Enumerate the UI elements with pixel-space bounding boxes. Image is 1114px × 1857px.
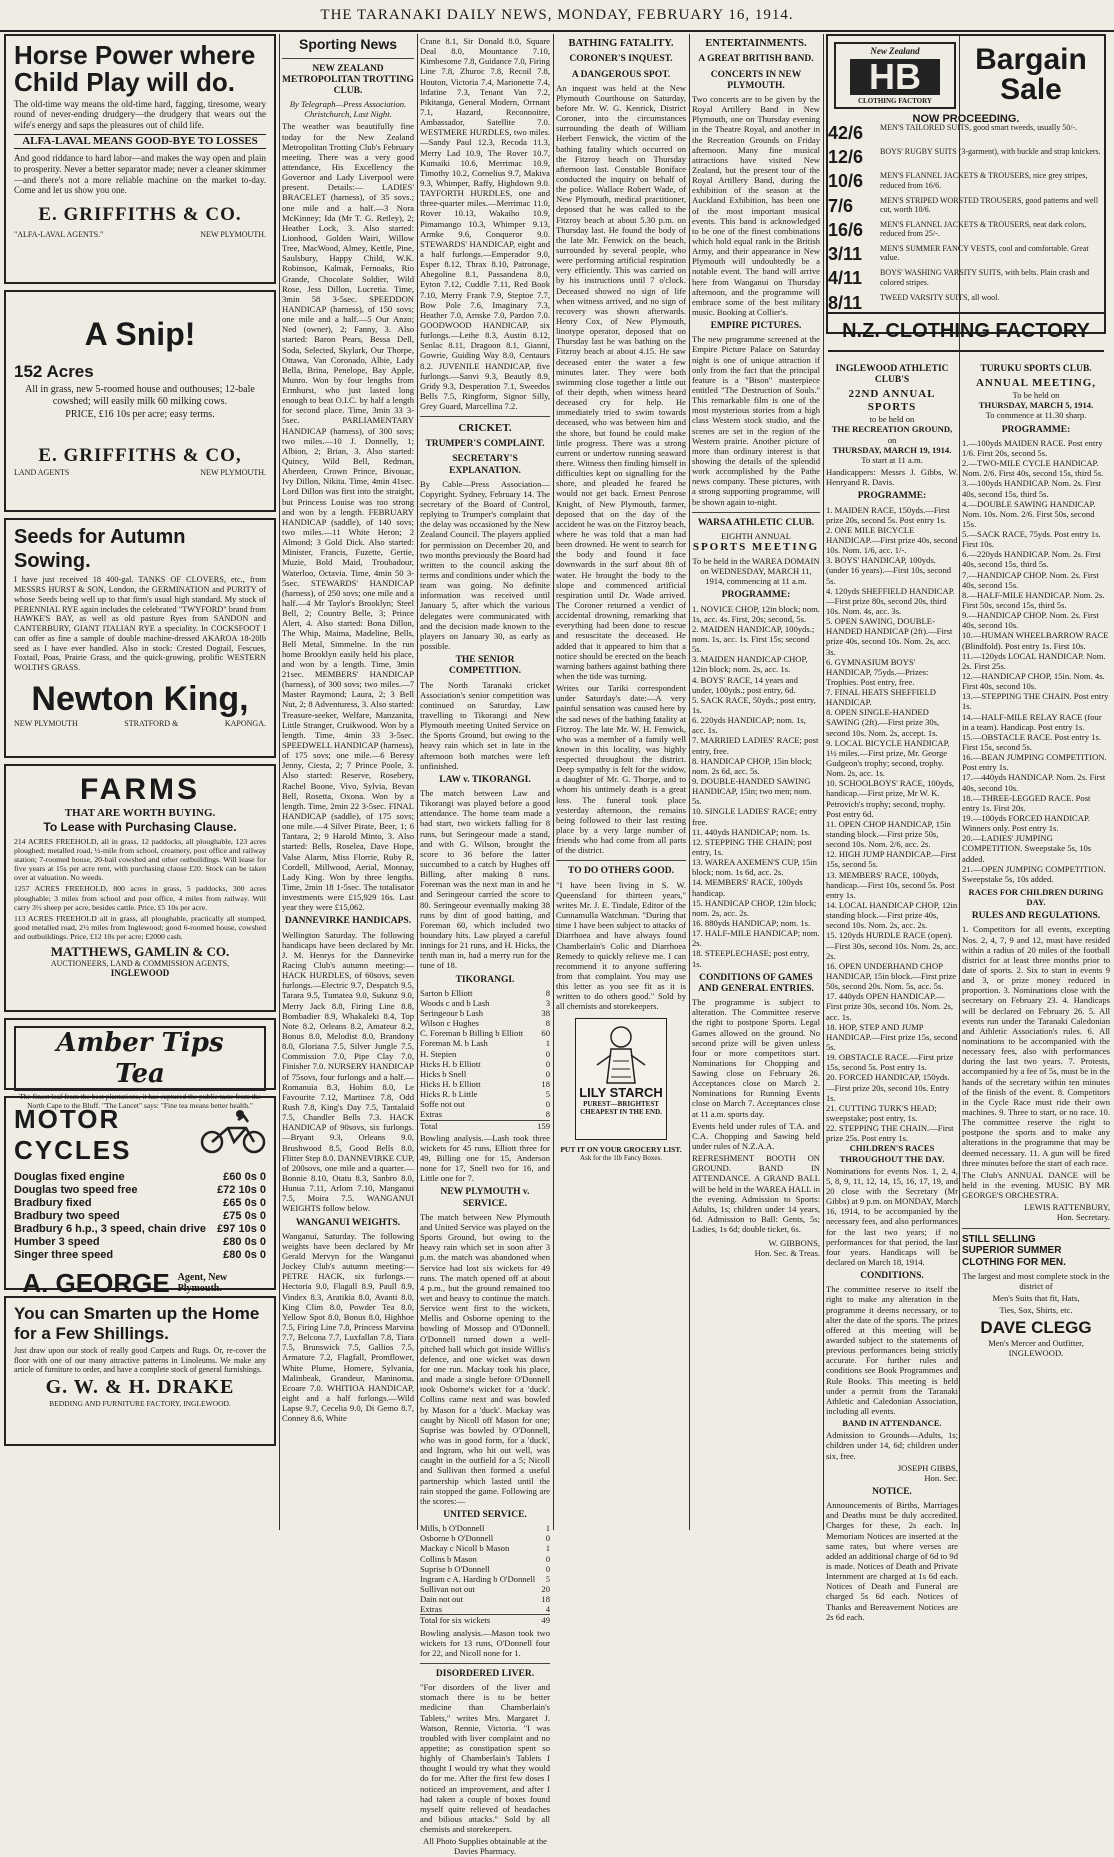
programme-item: 4. 120yds SHEFFIELD HANDICAP.—First prize 80s, second 20s, third 10s. Nom. 4s, acc. 3s. xyxy=(826,585,955,616)
ad-headline: SUPERIOR SUMMER xyxy=(962,1245,1062,1257)
sale-item: 42/6 MEN'S TAILORED SUITS, good smart tweeds, usually 50/-. xyxy=(828,123,1078,143)
score-row: Hicks H. b Elliott 0 xyxy=(420,1058,550,1069)
programme-item: 6.—220yds HANDICAP. Nom. 2s. First 40s, second 15s, third 5s. xyxy=(962,549,1101,570)
ad-agents: "ALFA-LAVAL AGENTS." xyxy=(14,230,104,240)
ad-body: Just draw upon our stock of really good Carpets and Rugs. Or, re-cover the floor with one of our many attractive patterns in Linoleums. We make any article of furniture to order, and have a complete stock of general furnishings. xyxy=(14,1346,266,1374)
score-row: Seringeour b Lash 38 xyxy=(420,1008,550,1019)
programme-item: 17.—440yds HANDICAP. Nom. 2s. First 40s, second 10s. xyxy=(962,772,1106,793)
programme-item: 13. MEMBERS' RACE, 100yds, handicap.—First 10s, second 5s. Post entry 1s. xyxy=(826,869,955,900)
event-title: INGLEWOOD ATHLETIC CLUB'S xyxy=(835,364,949,386)
sale-item: 16/6 MEN'S FLANNEL JACKETS & TROUSERS, neat dark colors, reduced from 25/-. xyxy=(828,219,1087,240)
programme-item: 1. NOVICE CHOP, 12in block; nom. 1s, acc. 4s. First, 20s; second, 5s. xyxy=(692,603,820,624)
event-info: To be held on xyxy=(1012,390,1060,401)
programme-item: 19. OBSTACLE RACE.—First prize 15s, second 5s. Post entry 1s. xyxy=(826,1052,954,1073)
programme-item: 6. GYMNASIUM BOYS' HANDICAP, 75yds.—Prizes: Trophies. Post entry, free. xyxy=(826,656,929,687)
score-row: Mills, b O'Donnell 1 xyxy=(420,1523,550,1534)
ad-town: STRATFORD & xyxy=(124,719,179,729)
rules-body: 1. Competitors for all events, excepting Nos. 2, 4, 7, 9 and 12, must have resided within a radius of 20 miles of the football district for at least three months prior to date of sports. 2. Six to start in events 9 and 3, or prize money reduced in proportion. 3. Nominations close with the secretary on February 23. 4. Handicaps will be declared on February 26. 5. All events run under the Taranaki Caledonian and Athletic Association's rules. 6. All nominations to be accompanied with the necessary fees, also with performances during the last two years. 7. Protests, accompanied by a fee of 5s, must be in the hands of the secretary within ten minutes of the finish of the event. 8. Competitors in the Cycle Race must ride their own machines. 9. Three to start, or no race. 10. The committee reserve the right to postpone the sports and to make any alterations in the programme that may be deemed necessary. 11. A gun will be fired three minutes before the start of each race. xyxy=(962,924,1110,1168)
motorcycle-icon xyxy=(198,1106,268,1154)
ad-subtitle: To Lease with Purchasing Clause. xyxy=(43,820,237,835)
conditions-body: The committee reserve to itself the right to make any alteration in the programme it deems necessary, or to alter the date of the sports. The prizes offered at this meeting will be awarded subject to the statements of previous performances being strictly accurate. For further rules and conditions see Book Programmes and Rule Books. This meeting is held under a permit from the Taranaki Athletic and Caledonian Association, including all events. xyxy=(826,1284,958,1416)
sale-headline: Bargain xyxy=(975,43,1087,77)
inglewood-athletic-notice xyxy=(826,360,959,1622)
programme-item: 15. HANDICAP CHOP, 12in block; nom. 2s, acc. 2s. xyxy=(692,897,817,918)
score-total: Total for six wickets 49 xyxy=(420,1615,550,1626)
programme-item: 5.—SACK RACE, 75yds. Post entry 1s. First 10s. xyxy=(962,529,1101,550)
secretary-title: Hon. Secretary. xyxy=(1056,1212,1110,1223)
alfa-laval-ad xyxy=(4,34,276,284)
ad-firm: G. W. & H. DRAKE xyxy=(45,1376,235,1399)
score-row: Extras 8 xyxy=(420,1109,550,1120)
event-subhead: EIGHTH ANNUAL xyxy=(721,530,791,541)
programme-item: 12. STEPPING THE CHAIN; post entry, 1s. xyxy=(692,836,812,857)
price-row: Singer three speed £80 0s 0 xyxy=(14,1249,266,1262)
article-subhead: NEW PLYMOUTH v. SERVICE. xyxy=(440,1187,530,1209)
scorecard-title: UNITED SERVICE. xyxy=(443,1509,527,1520)
ad-headline: FARMS xyxy=(80,773,200,806)
farm-listing: 214 ACRES FREEHOLD, all in grass, 12 paddocks, all ploughable, 123 acres ploughed; metalled road, ½-mile from school, creamery, post office and railway station; 7-roomed house, 20-bail cowshed and other outbuildings. Will lease for five years at 15s per acre rent, with purchasing clause £20. Stock can be taken over at valuation. No weeds. xyxy=(14,836,266,883)
article-body: Wanganui, Saturday. The following weights have been declared by Mr Gerald Mervyn for the Wanganui Jockey Club's autumn meeting:— PETRE HACK, six furlongs.—Hectoria 9.0, Flagall 8.9, Paull 8.9, Vindex 8.3, Aratikia 8.0, Avanti 8.0, King Clim 8.0, Powder Tea 8.0, Yellow Spot 8.0, Bonus 8.0, Highhoe 7.5, Firing Line 7.8, Princess Marvina 7.7, Belcona 7.7, Luxfallan 7.8, Tiara 7.5, Brunswick 7.5, Gallios 7.5, Armature 7.2, Flagfall, Promflower, White Plume, Homere, Sylvania, Malinbeak, Grandeur, Maninoma, Ecoare 7.0. WHITIOA HANDICAP, eight and a half furlongs.—Wild Lapse 9.7, Cecelia 9.0, Di Gemo 8.7, Conney 8.6, White xyxy=(282,1230,414,1424)
article-body: Crane 8.1, Sir Donald 8.0, Square Deal 8.0, Mountance 7.10, Kimbesome 7.8, Guidance 7.0, Firing Line 7.8, Zhuroc 7.8, Recoil 7.8, Houton, Victoria 7.4, Marionette 7.4, Infatine 7.3, Tenant Van 7.2, Pikitanga, General Modern, Orrnant 7.1, Hazard, Reconnoitre, Ambassador, Satellite 7.0. WESTMERE HURDLES, two miles.—Sandy Paul 12.3, Recoda 11.3, Merry Lad 10.9, The Rover 10.7, Kumaiki 10.6, Merrimac 10.9, Timothy 10.2, Cornelius 9.7, Makiva 9.3, Whimper, Raffy, Highdown 9.0. TAYFORTH HURDLES, one and three-quarter miles.—Merrimac 11.0, Rover 10.13, Wakaiho 10.9, Pimamango 10.3, Whimper 9.13, Armke 9.6, Conqueror 9.0. STEWARDS' HANDICAP, eight and a half furlongs.—Emperador 9.0, Esper 8.12, Thrax 8.10, Patronage, Ahegoline 8.1, Passandena 8.0, Eyton 7.12, Cuddle 7.11, Red Book 7.10, Merry Frank 7.9, Steptoe 7.7, Bow Pole 7.6, Imaginary 7.3, Heather 7.0, Arnske 7.0, Pardon 7.0. GOODWOOD HANDICAP, six furlongs.—Lethe 8.3, Austin 8.12, Senlac 8.11, Dragoon 8.1, Gianni, Gowrie, Guiding Way 8.0, Centaurs 8.2. JUVENILE HANDICAP, five furlongs.—Sanvi 9.3, Beautly 8.9, Gridy 9.3, Desperation 7.1, Sweedos Bells 7.5, Ringform, Signor Silly, Grey Guard, Marcellina 7.2. xyxy=(420,36,550,412)
article-body: The North Taranaki cricket Association's senior competition was continued on Saturday, Law travelling to Tikorangi and New Plymouth meeting United Service on the Sports Ground, but owing to the heavy rain which set in late in the afternoon both matches were left unfinished. xyxy=(420,679,550,771)
ad-firm: A. GEORGE xyxy=(22,1268,170,1299)
ad-subtitle: AUCTIONEERS, LAND & COMMISSION AGENTS, xyxy=(50,958,230,968)
sale-item: 8/11 TWEED VARSITY SUITS, all wool. xyxy=(828,292,1000,313)
programme-list xyxy=(826,505,958,1164)
ad-headline: A Snip! xyxy=(84,316,196,352)
programme-item: 3. BOYS' HANDICAP, 100yds. (under 16 years).—First 10s, second 5s. xyxy=(826,555,952,586)
article-body: By Cable—Press Association—Copyright. Sydney, February 14. The secretary of the Board of Control, replying to Trumper's complaint that the delay was occasioned by the New Zealand Council. The players applied for permission on December 20, and two months previously the Board had written to the council asking the terms and conditions under which the team was going. No definite information was received until January 5, after which the various delegates were communicated with and the decision made known to the players on January 30, as early as possible. xyxy=(420,478,550,652)
programme-item: 2.—TWO-MILE CYCLE HANDICAP. Nom. 2/6. First 40s, second 15s, third 5s. xyxy=(962,458,1104,479)
programme-item: 1. MAIDEN RACE, 150yds.—First prize 20s, second 5s. Post entry 1s. xyxy=(826,504,950,525)
column-rule xyxy=(417,34,418,1530)
programme-item: 21. CUTTING TURK'S HEAD; sweepstake; post entry, 1s. xyxy=(826,1102,937,1123)
motor-cycles-ad xyxy=(4,1096,276,1299)
programme-title: PROGRAMME: xyxy=(721,590,791,601)
score-row: Sarton b Elliott 8 xyxy=(420,987,550,998)
article-body: Wellington Saturday. The following handicaps have been declared by Mr. J. M. Henrys for the Dannevirke Racing Club's autumn meeting:— HACK HURDLES, of 60sovs, seven furlongs.—Electric 9.7, Despatch 9.5, Tarara 9.5, Tumatea 9.0, Sukunz 9.0, Merry Jack 8.8, Firing Line 8.8, Bombadier 8.9, Whakaleki 8.4, Top Note 8.2, Orleans 8.2, Amateur 8.2, Bonus 8.0, Melodist 8.0, Brandony 8.0, Gloriana 7.5, Silver Jungle 7.5, Commission 7.0, Pipe Clay 7.0, Finisher 7.0. NURSERY HANDICAP of 75sovs, four furlongs and a half.—Romanuia 8.3, Hohim 8.0, Le Favourite 7.12, Martinez 7.8, Odd Rush 7.8, King's Day 7.5, Tantalaid 7.5, Chandler Bells 7.3. HACK HANDICAP of 90sovs, six furlongs.—Bryant 9.3, Orleans 9.0, Brushwood 8.5, Good Bells 8.0, Flitter Step 8.0. DANNEVIRKE CUP, of 200sovs, one mile and a quarter.—Bonnie 8.10, Otatu 8.3, Sanbro 8.0, Hunua 7.11, Arlom 7.10, Manganui 7.5, Moira 7.5. WANGANUI WEIGHTS follow below. xyxy=(282,929,415,1214)
programme-item: 16.—BEAN JUMPING COMPETITION. Post entry 1s. xyxy=(962,752,1107,773)
column-4 xyxy=(556,34,686,1530)
ad-body: The largest and most complete stock in the district of xyxy=(962,1270,1110,1292)
hb-logo-mark: HB xyxy=(850,59,940,95)
nominations-body: Nominations for events Nos. 1, 2, 4, 5, 8, 9, 11, 12, 14, 15, 16, 17, 19, and 20 close with the Secretary (Mr Gibbs) at 9 p.m. on MONDAY, March 16, 1914, to be accompanied by the necessary fees, and also performances for the last two years; if no performances for that period, the last four years. Handicaps will be declared on March 18, 1914. xyxy=(826,1165,959,1267)
ad-firm: E. GRIFFITHS & CO. xyxy=(38,203,242,225)
rules-title: RULES AND REGULATIONS. xyxy=(971,911,1101,922)
programme-item: 13. WAREA AXEMEN'S CUP, 15in block; nom. 1s 6d, acc. 2s. xyxy=(692,857,818,878)
programme-item: 4. BOYS' RACE, 14 years and under, 100yds.; post entry, 6d. xyxy=(692,674,798,695)
programme-item: 15. 120yds HURDLE RACE (open).—First 30s, second 10s. Nom. 2s, acc. 2s. xyxy=(826,930,958,961)
ad-agents: LAND AGENTS xyxy=(14,467,70,477)
secretary-name: JOSEPH GIBBS, xyxy=(897,1462,958,1473)
notice-title: NOTICE. xyxy=(872,1486,912,1497)
programme-item: 14. MEMBERS' RACE, 100yds handicap. xyxy=(692,877,803,898)
price-row: Douglas two speed free £72 10s 0 xyxy=(14,1184,266,1197)
ad-body: The old-time way means the old-time hard, fagging, tiresome, weary round of never-ending drudgery—the drudgery that wears out the wife's energy and saps the pleasures out of child life. xyxy=(14,98,266,130)
children-races: RACES FOR CHILDREN DURING DAY. xyxy=(968,886,1104,908)
programme-item: 9. LOCAL BICYCLE HANDICAP, 1½ miles.—First prize, Mr. George Gudgeon's trophy; second, trophy. Nom. 2s, acc. 1s. xyxy=(826,737,950,779)
article-body: An inquest was held at the New Plymouth Courthouse on Saturday, before Mr. W. G. Kenrick, District Coroner, into the circumstances surrounding the death of William Herbert Fenwick, the victim of the bathing fatality which occurred on the Fitzroy beach on Thursday afternoon last. Constable Boniface conducted the inquiry on behalf of the police. Wallace Robert Wade, of New Plymouth, medical practitioner, deposed that he was called to the Fitzroy beach at about 5.30 p.m. on Thursday last. He found the body of the late Mr. Fenwick on the beach, surrounded by several people, who were performing artificial respiration very efficiently. This was carried on by his instructions until 7 o'clock. Deceased showed no sign of life when witness arrived, and no sign of recovery was shown afterwards. Henry Cox, of New Plymouth, linotype operator, deposed that on Thursday last he was bathing on the Fitzroy beach at about 4.15. He saw deceased enter the water a few minutes later. They were both swimming close together a little out of their depth, when witness heard deceased cry for help. He immediately tried to swim towards deceased, who was between him and the shore, but found he could make little progress. There was a strong current or undertow running seaward there. Witness then finding himself in difficulties kept on signalling for the shore, and pleaded he feared he would not get back. Ernest Penrose Knight, of New Plymouth, farmer, deposed that on the day of the accident he was on the Fitzroy beach, where he was told that a man had been drowned. He went to search for the body and found it face downwards in the surf about 8ft of water. He brought the body to the slope and commenced artificial respiration until Dr. Wade arrived. The Coroner returned a verdict of accidental drowning, remarking that everything had been done to rescue and resuscitate the deceased. He added that it appeared to him that a notice should be erected on the beach warning bathers against bathing there when the tide was turning. xyxy=(556,82,686,681)
sale-item: 4/11 BOYS' WASHING VARSITY SUITS, with belts. Plain crash and colored stripes. xyxy=(828,268,1090,289)
article-subhead: THE SENIOR COMPETITION. xyxy=(448,655,522,677)
sale-item: 12/6 BOYS' RUGBY SUITS (3-garment), with buckle and strap knickers. xyxy=(828,147,1101,168)
amber-tips-tea-ad xyxy=(4,1018,276,1111)
event-subhead: ANNUAL MEETING, xyxy=(975,377,1097,390)
programme-item: 20.—LADIES' JUMPING COMPETITION. Sweepstake 5s, 10s added. xyxy=(962,833,1092,864)
programme-item: 2. MAIDEN HANDICAP, 100yds.; nom. 1s, acc. 1s. First 15s; second 5s. xyxy=(692,623,815,655)
score-row: Ingram c A. Harding b O'Donnell 5 xyxy=(420,1573,550,1584)
ad-town: NEW PLYMOUTH. xyxy=(200,467,266,477)
programme-item: 8. HANDICAP CHOP, 15in block; nom. 2s 6d, acc. 5s. xyxy=(692,755,813,776)
programme-item: 6. 220yds HANDICAP; nom. 1s, acc. 1s. xyxy=(692,715,806,736)
programme-item: 10. SCHOOLBOYS' RACE, 100yds, handicap.—First prize, Mr W. K. Petrovich's trophy; second, trophy. Post entry 6d. xyxy=(826,778,955,819)
ad-town: NEW PLYMOUTH. xyxy=(200,230,266,240)
programme-item: 20. FORCED HANDICAP, 150yds.—First prize 20s, second 10s. Entry 1s. xyxy=(826,1072,950,1103)
score-row: Osborne b O'Donnell 0 xyxy=(420,1533,550,1544)
article-body: The match between New Plymouth and United Service was played on the Sports Ground, but owing to the heavy rain which set in soon after 3 p.m. the match was abandoned when Service had lost six wickets for 49 runs. The match opened off at about 4 p.m., but the ground remained too wet and heavy to continue the match. Service went first to the wickets, Mellis and Osborne opening to the bowling of Mossop and O'Donnell. O'Donnell turned down a well-pitched ball which got inside Willis's defence, and one wicket was down for one run. Mackay took his place, and made a single before O'Donnell took Osborne's wicket for a 'duck'. Collins came next and was bowled by Mason for a 'duck'. Mackay was caught by Nicoll off Mason for one; Suprise was bowled by O'Donnell, who was in good form, for a 'duck', and Ingram, who hit out well, was caught in the outfield for a 5; Nicoll and Sullivan then formed a useful partnership which lasted until the rain stopped the game. Following are the scores:— xyxy=(420,1211,550,1506)
programme-item: 10. SINGLE LADIES' RACE; entry free. xyxy=(692,806,817,827)
programme-item: 11. 440yds HANDICAP; nom. 1s. xyxy=(692,826,810,837)
price-row: Douglas fixed engine £60 0s 0 xyxy=(14,1171,266,1184)
event-subhead: 22ND ANNUAL SPORTS xyxy=(848,388,936,414)
article-subhead: NEW ZEALAND METROPOLITAN TROTTING CLUB. xyxy=(282,63,414,96)
article-title: EMPIRE PICTURES. xyxy=(710,321,802,332)
score-row: Sullivan not out 20 xyxy=(420,1583,550,1594)
article-subhead: DANNEVIRKE HANDICAPS. xyxy=(284,916,412,927)
score-row: Hicks b Snell 0 xyxy=(420,1068,550,1079)
event-venue: THE RECREATION GROUND, xyxy=(831,424,953,435)
column-5 xyxy=(692,34,820,1530)
event-time: To start at 11 a.m. xyxy=(861,454,923,465)
score-row: Suprise b O'Donnell 0 xyxy=(420,1563,550,1574)
ad-firm: Newton King, xyxy=(31,680,249,718)
scorecard xyxy=(420,1523,550,1625)
article-title: DISORDERED LIVER. xyxy=(435,1668,535,1679)
lily-starch-illustration xyxy=(577,1021,665,1085)
ad-acres: 152 Acres xyxy=(14,361,94,381)
ad-headline: CYCLES xyxy=(14,1134,132,1165)
event-date: THURSDAY, MARCH 19, 1914. xyxy=(832,444,952,455)
sale-headline: Sale xyxy=(1000,73,1062,107)
article-title: WARSA ATHLETIC CLUB. xyxy=(697,517,815,528)
programme-item: 14.—HALF-MILE RELAY RACE (four in a team). Handicap. Post entry 1s. xyxy=(962,711,1102,732)
programme-item: 16. 880yds HANDICAP; nom. 1s. xyxy=(692,917,811,928)
programme-item: 7. FINAL HEATS SHEFFIELD HANDICAP. xyxy=(826,687,936,708)
article-subhead: CONCERTS IN NEW PLYMOUTH. xyxy=(710,69,802,91)
ad-body: I have just received 18 400-gal. TANKS OF CLOVERS, etc., from MESSRS HURST & SON, London, the GERMINATION and PURITY of whose Seeds being well up to that firm's usual high standard. My stock of PERENNIAL RYE again includes the celebrated "TWYFORD" brand from HAWKE'S BAY, as well as old pasture Ryes from SANDON and CANTERBURY, GIANT ITALIAN RYE a speciality. In COCKSFOOT I can offer as fine a sample of double machine-dressed AKAROA 18-20lb seed as I have ever handled. Also in stock: Crested Dogtail, Fescues, Foxtail, Poas, Prairie Grass, and the quick-growing, prolific WESTERN WOLTH'S GRASS. xyxy=(14,575,266,673)
newton-king-ad xyxy=(4,518,276,758)
article-body: "I have been living in S. W. Queensland for thirteen years," writes Mr. J. E. Tindale, Editor of the Cunnamulla Watchman. "During that time I have been subject to attacks of Diarrhoea and have always found Chamberlain's Colic and Diarrhoea Remedy to quickly relieve me. I can recommend it to anyone suffering from that complaint. You may use this letter as you see fit as it is written to do others good." Sold by all chemists and storekeepers. xyxy=(556,879,686,1012)
dave-clegg-ad xyxy=(962,1234,1110,1358)
event-info: on xyxy=(887,434,897,445)
ad-firm: MATTHEWS, GAMLIN & CO. xyxy=(50,943,230,959)
ad-body: Ties, Sox, Shirts, etc. xyxy=(999,1305,1073,1316)
article-subhead: WANGANUI WEIGHTS. xyxy=(295,1217,401,1228)
ad-town: NEW PLYMOUTH xyxy=(14,719,78,729)
score-row: Mackay c Nicoll b Mason 1 xyxy=(420,1543,550,1554)
starch-tagline: PUREST—BRIGHTEST xyxy=(583,1099,659,1108)
secretary-name: LEWIS RATTENBURY, xyxy=(1024,1202,1110,1213)
starch-note: PUT IT ON YOUR GROCERY LIST. xyxy=(560,1144,682,1154)
programme-item: 21.—OPEN JUMPING COMPETITION. Sweepstake 5s, 10s added. xyxy=(962,863,1106,884)
column-rule xyxy=(553,34,554,1530)
notice-body: Announcements of Births, Marriages and Deaths must be duly accredited. Charges for these, 2s each. In Memoriam Notices are inserted at the same rates, but where verses are added an additional charge of 6d to 9d is made. Notices of Death and Private Internment are charged at 1s 6d each. Notices of Death and Funeral are charged 5s 6d each. Notices of Thanks and Bereavement Notices are 2s 6d each. xyxy=(826,1500,958,1622)
section-title: CRICKET. xyxy=(458,422,512,435)
ad-headline: Horse Power where Child Play will do. xyxy=(14,40,256,98)
price-row: Bradbury two speed £75 0s 0 xyxy=(14,1210,266,1223)
band-notice: BAND IN ATTENDANCE. xyxy=(842,1418,942,1429)
ad-body: Men's Suits that fit, Hats, xyxy=(992,1293,1080,1304)
conditions-title: CONDITIONS OF GAMES AND GENERAL ENTRIES. xyxy=(698,972,814,994)
score-row: C. Foreman b Billing b Elliott 60 xyxy=(420,1028,550,1039)
article-subhead: A GREAT BRITISH BAND. xyxy=(698,54,814,65)
ad-body: All in grass, new 5-roomed house and outhouses; 12-bale cowshed; will easily milk 60 milking cows. xyxy=(25,383,255,407)
article-body: Bowling analysis.—Lash took three wickets for 45 runs, Elliott three for 49, Billing one for 15, Anderson none for 17, Snell two for 16, and Little one for 7. xyxy=(420,1132,550,1184)
article-subhead: SECRETARY'S EXPLANATION. xyxy=(449,454,521,476)
admission-info: Admission to Grounds—Adults, 1s; children under 14, 6d; children under six, free. xyxy=(826,1430,958,1461)
event-info: To be held in the WAREA DOMAIN on WEDNESDAY, MARCH 11, 1914, commencing at 11 a.m. xyxy=(692,555,820,587)
score-row: Extras 4 xyxy=(420,1604,550,1615)
farms-ad xyxy=(4,764,276,1012)
ad-slogan: ALFA-LAVAL MEANS GOOD-BYE TO LOSSES xyxy=(14,134,266,149)
event-time: To commence at 11.30 sharp. xyxy=(985,410,1087,421)
price-row: Humber 3 speed £80 0s 0 xyxy=(14,1236,266,1249)
article-body: "For disorders of the liver and stomach there is to be better medicine than Chamberlain's Tablets," writes Mrs. Margaret J. Watson, Rennie, Victoria. "I was troubled with liver complaint and no appetite; as constipation spent so highly of Chamberlain's Tablets I thought I would try what they would do for me. After the first few doses I noticed an improvement, and after I had taken a couple of boxes found myself quite relieved of headaches and bilious attacks." Sold by all chemists and storekeepers. xyxy=(420,1682,550,1835)
price-row: Bradbury fixed £65 0s 0 xyxy=(14,1197,266,1210)
article-body: Bowling analysis.—Mason took two wickets for 13 runs, O'Donnell four for 22, and Nicoll none for 1. xyxy=(420,1627,550,1658)
column-1 xyxy=(4,34,276,1452)
programme-item: 18. HOP, STEP AND JUMP HANDICAP.—First prize 15s, second 5s. xyxy=(826,1021,958,1052)
programme-item: 4.—DOUBLE SAWING HANDICAP. Nom. 10s. Nom. 2/6. First 50s, second 15s. xyxy=(962,498,1096,529)
scorecard-title: TIKORANGI. xyxy=(455,974,515,985)
score-row: Woods c and b Lash 3 xyxy=(420,997,550,1008)
article-subhead: TRUMPER'S COMPLAINT. xyxy=(425,439,545,450)
score-row: Collins b Mason 0 xyxy=(420,1553,550,1564)
conditions-title: CONDITIONS. xyxy=(860,1271,924,1282)
ad-headline: CLOTHING FOR MEN. xyxy=(962,1257,1066,1269)
programme-item: CHILDREN'S RACES THROUGHOUT THE DAY. xyxy=(839,1143,945,1164)
column-rule xyxy=(823,34,824,1530)
programme-list xyxy=(692,604,820,969)
farm-listing: 113 ACRES FREEHOLD all in grass, all ploughable, practically all stumped, good metalled road, 2½ miles from Inglewood; good 6-roomed house, cowshed and outbuildings. Price, £12 10s per acre; £2000 cash. xyxy=(14,914,266,942)
programme-item: 12.—HANDICAP CHOP, 15in. Nom. 4s. First 40s, second 10s. xyxy=(962,671,1105,692)
starch-tagline: CHEAPEST IN THE END. xyxy=(580,1108,662,1117)
scorecard xyxy=(420,988,550,1131)
event-subhead: SPORTS MEETING xyxy=(692,541,820,554)
conditions-body: Events held under rules of T.A. and C.A. Chopping and Sawing held under rules of N.Z.A.A. xyxy=(692,1120,820,1152)
ad-body: And good riddance to hard labor—and makes the way open and plain to prosperity. Never a better separator made; never a cleaner skimmer—and there's not a more reliable machine on the market to-day. Come and let us show you one. xyxy=(14,153,266,196)
event-handicappers: Handicappers: Messrs J. Gibbs, W. Henryand R. Davis. xyxy=(826,467,958,488)
programme-item: 9. DOUBLE-HANDED SAWING HANDICAP, 15in; two men; nom. 5s. xyxy=(692,776,812,807)
ad-town: KAPONGA. xyxy=(224,719,266,729)
article-subhead: CORONER'S INQUEST. xyxy=(569,54,673,65)
ad-town: INGLEWOOD xyxy=(110,968,170,979)
secretary-title: Hon. Sec. xyxy=(924,1472,958,1483)
dance-notice: The Club's ANNUAL DANCE will be held in the evening. MUSIC BY MR GEORGE'S ORCHESTRA. xyxy=(962,1169,1110,1201)
conditions-body: The programme is subject to alteration. The Committee reserve the right to postpone Sports. Legal Games allowed on the ground. No second prize will be given unless four or more competitors start. Nominations for Chopping and Sawing close on February 26. Acceptances close on March 2. Nominations for Running Events close on March 7. Acceptances close at 11 a.m. sports day. xyxy=(692,997,820,1119)
ad-headline: Amber Tips Tea xyxy=(14,1026,266,1091)
score-row: Hicks H. b Elliott 18 xyxy=(420,1079,550,1090)
score-row: Foreman M. b Lash 1 xyxy=(420,1038,550,1049)
programme-item: 5. OPEN SAWING, DOUBLE-HANDED HANDICAP (2ft).—First prize 40s, second 10s. Nom. 2s, acc. 3s. xyxy=(826,616,953,657)
farm-listing: 1257 ACRES FREEHOLD, 800 acres in grass, 5 paddocks, 300 acres ploughable; 3 miles from school and post office, 4 miles from railway. Will carry 3½ sheep per acre, besides cattle. Price, £5 10s per acre. xyxy=(14,884,266,912)
ad-headline: MOTOR xyxy=(14,1104,121,1134)
programme-item: 13.—STEPPING THE CHAIN. Post entry 1s. xyxy=(962,691,1109,712)
conditions-body: REFRESHMENT BOOTH ON GROUND. BAND IN ATTENDANCE. A GRAND BALL will be held in the WAREA HALL in the evening. Admission to Sports: Adults, 1s; children under 14 years, 6d. Admission to Ball: Gents, 5s; Ladies, 1s 6d; double ticket, 6s. xyxy=(692,1153,820,1235)
score-row: Dain not out 18 xyxy=(420,1594,550,1605)
ad-firm: DAVE CLEGG xyxy=(980,1317,1092,1337)
programme-item: 7. MARRIED LADIES' RACE; post entry, free. xyxy=(692,735,819,756)
sale-subhead: NOW PROCEEDING. xyxy=(912,112,1020,125)
programme-item: 18. STEEPLECHASE; post entry, 1s. xyxy=(692,948,810,969)
secretary-title: Hon. Sec. & Treas. xyxy=(754,1248,820,1259)
starch-brand: LILY STARCH xyxy=(579,1084,663,1100)
programme-item: 5. SACK RACE, 50yds.; post entry, 1s. xyxy=(692,694,816,716)
programme-title: PROGRAMME: xyxy=(1001,424,1071,435)
programme-item: 8. OPEN SINGLE-HANDED SAWING (2ft).—First prize 30s, second 10s. Nom. 2s, accept. 1s. xyxy=(826,707,940,738)
sale-item: 10/6 MEN'S FLANNEL JACKETS & TROUSERS, nice grey stripes, reduced from 16/6. xyxy=(828,171,1088,192)
programme-item: 16. OPEN UNDERHAND CHOP HANDICAP, 15in block.—First prize 50s, second 20s. Nom. 5s, acc. 5s. xyxy=(826,960,957,992)
sale-item: 7/6 MEN'S STRIPED WORSTED TROUSERS, good patterns and well cut, worth 10/6. xyxy=(828,195,1099,216)
notice: All Photo Supplies obtainable at the Davies Pharmacy. xyxy=(423,1836,547,1857)
article-body: The match between Law and Tikorangi was played before a good attendance. The home team made a bad start, two wickets falling for 8 runs, but Seringeour made a stand, and with G. Wilson, brought the score to 36 before the latter succumbed to a catch by Hughes off Billing, after making 8 runs. Foreman was the next man in and he and Seringeour carried the score to 80. Seringeour eventually making 38 runs by dint of good batting, and Foreman 60, which included two boundary hits. Law played a careful innings for 21 runs, and H. Hicks, the tenth man in, had a merry run for the tune of 18. xyxy=(420,788,550,971)
article-body: Two concerts are to be given by the Royal Artillery Band in New Plymouth, one on Thursday evening in the Theatre Royal, and another in the Recreation Grounds on Friday afternoon. Many fine musical attractions have visited New Zealand, but the present tour of the Royal Artillery Band, during the exhibition of the season at the Auckland Exhibition, has been one of the most important musical events. This band is acknowledged to be one of the finest combinations which hold equal rank in the British Army, and their appearance in New Plymouth will undoubtedly be a notable event. The band will arrive here from Wanganui on Thursday afternoon, and the programme will embrace some of the best military music. Booking at Collier's. xyxy=(692,93,820,317)
score-total: Total 159 xyxy=(420,1120,550,1131)
programme-item: 1.—100yds MAIDEN RACE. Post entry 1/6. First 20s, second 5s. xyxy=(962,437,1103,458)
hb-logo-label: New Zealand xyxy=(870,46,920,56)
byline: By Telegraph—Press Association. Christchurch, Last Night. xyxy=(289,99,407,120)
motor-cycle-price-list xyxy=(14,1171,266,1262)
article-subhead: LAW v. TIKORANGI. xyxy=(439,774,531,785)
ad-body: The finest leaf from the best plantations, it has captured the public taste from the North Cape to the Bluff. "The Lancet" says: "Fine tea means better health." xyxy=(19,1092,261,1111)
snip-ad xyxy=(4,290,276,512)
programme-title: PROGRAMME: xyxy=(857,491,927,502)
ad-subtitle: BEDDING AND FURNITURE FACTORY, INGLEWOOD. xyxy=(49,1399,231,1408)
event-title: TURUKU SPORTS CLUB. xyxy=(980,364,1092,374)
event-info: to be held on xyxy=(869,414,915,425)
score-row: Soffe not out 0 xyxy=(420,1099,550,1110)
ad-headline: Seeds for Autumn Sowing. xyxy=(14,526,186,572)
drake-furniture-ad xyxy=(4,1296,276,1446)
programme-item: 19.—100yds FORCED HANDICAP. Winners only. Post entry 1s. xyxy=(962,813,1090,834)
programme-item: 17. HALF-MILE HANDICAP; nom. 2s. xyxy=(692,928,820,949)
programme-item: 11. OPEN CHOP HANDICAP, 15in standing block.—First prize 50s, second 10s. Nom. 2/6, acc. 2s. xyxy=(826,818,951,850)
programme-item: 11.—120yds LOCAL HANDICAP. Nom. 2s. First 25s. xyxy=(962,650,1106,671)
column-rule xyxy=(279,34,280,1530)
ad-price: PRICE, £16 10s per acre; easy terms. xyxy=(65,409,215,421)
programme-item: 12. HIGH JUMP HANDICAP.—First 15s, second 5s. xyxy=(826,849,957,870)
programme-item: 14. LOCAL HANDICAP CHOP, 12in standing block.—First prize 40s, second 10s. Nom. 2s, acc. 2s. xyxy=(826,900,958,931)
event-date: THURSDAY, MARCH 5, 1914. xyxy=(978,400,1094,411)
ad-headline: STILL SELLING xyxy=(962,1233,1036,1245)
nz-clothing-factory-banner: N.Z. CLOTHING FACTORY xyxy=(828,312,1104,352)
price-row: Bradbury 6 h.p., 3 speed, chain drive £97 10s 0 xyxy=(14,1223,266,1236)
score-row: H. Stepien 0 xyxy=(420,1048,550,1059)
programme-item: 9.—HANDICAP CHOP. Nom. 2s. First 40s, second 10s. xyxy=(962,610,1099,631)
ad-firm: E. GRIFFITHS & CO, xyxy=(38,445,242,467)
programme-list xyxy=(962,438,1110,884)
section-title: ENTERTAINMENTS. xyxy=(705,38,807,49)
lily-starch-ad xyxy=(575,1018,667,1140)
programme-item: 15.—OBSTACLE RACE. Post entry 1s. First 15s, second 5s. xyxy=(962,731,1101,753)
score-row: Hicks R. b Little 5 xyxy=(420,1089,550,1100)
programme-item: 7.—HANDICAP CHOP. Nom. 2s. First 40s, second 15s. xyxy=(962,569,1099,590)
programme-item: 18.—THREE-LEGGED RACE. Post entry 1s. First 20s. xyxy=(962,792,1091,813)
article-body: The weather was beautifully fine today for the New Zealand Metropolitan Trotting Club's February meeting. There was a very good attendance, His Excellency the Governor and Lady Liverpool were present. Details:— LADIES' BRACELET (harness), of 35 sovs.; one mile and a half.—3 Nora McKinney; Ida (Mr T. G. Retley), 2; Heather Lock, 3. Also started: Lionhood, Golden Wairi, Willow Tree, MacWood, Almey, Kettle, Pine, Saulsbury, Happy Child, W.K. Robinson, Kalmak, Fernoaks, Rio Grande, Chocolate Soldier, Wild Rose, Jess Dillon, Lucretia. Time, 3min 58 3-5sec. SPEEDDON HANDICAP (harness), of 150 sovs; one mile and a half.—5 Our Anzo; Ned (owner), 2; Fanny, 3. Also started: Baron Pears, Bessa Dell, Soda, Selected, Skylark, Our Thorpe, Ottawa, Van Coronado, Albie, Lady Bella, Brina, Penelope, Bay Apple, Munro. Won by four lengths from Ermhurst, who just lasted long enough to beat O.I.C. by half a length for second place. Time, 3min 33 3-5sec. PARLIAMENTARY HANDICAP (harness), of 300 sovs; two miles.—10 J. Donnelly, 1; Albion, 2; Brian, 3. Also started: Quincy, Wild Bell, Redman, Aberdeen, Crown Prince, Bivouac, Ivy Dillon, Nikita. Time, 4min 41sec. Lord Dillon was first into the straight, but Princess Louise was too strong and won by a length. FEBRUARY HANDICAP (saddle), of 140 sovs; two miles.—11 White Heron; 2 Almond; 3 Gold Dick. Also started: Minister, Francis, Fuzette, Gertie, Muzie, Bold Maid, Troubadour, Waterloo, Octavia. Time, 4min 50 3-5sec. STEWARDS' HANDICAP (harness), of 250 sovs; one mile and a half.—4 Mr Taylor's Brooklyn; Steel Bell, 2; Country Belle, 3; Prince Alert, 4. Also started: Bona Dillon, The Whip, Maima, Madeline, Bells, Bell Metal, Simmelne. In the run home Brooklyn easily held his place, and won by a length. Time, 3min 21sec. MEMBERS' HANDICAP (harness), of 300 sovs; two miles.—7 Master Raymond; Laura, 2; 3 Bell Nut, 2; 8 Adventuress, 3. Also started: Treasure-seeker, Welfare, Manzanita, Little Stranger, Cruikwood. Won by a length. Time, 4min 33 3-5sec. SPEEDWELL HANDICAP (harness), of 175 sovs; one mile.—6 Beresy Jenny, Ciesta, 2; 7 Prince Poole, 3. Also started: Reserve, Rosebery, Rachel Boone, Vivo, Sylvia, Bevan Bell, Rosetta, Oxona. Won by a length. Time, 2min 22 3-5sec. FINAL HANDICAP (saddle), of 175 sovs; one mile.—4 Silver Pirate, Beer, 1; 6 Tantara, 2; 9 Harold Minto, 3. Also started: Bells, Roselea, Dave Hope, Valse Alarm, Miss Florrie, Ruby R, Cordell, Millwood, Aerial, Monnay, Lady King. Won by three lengths. Time, 2min 18 1-5sec. The totalisator investments were £15,929 16s. Last year they were £15,062. xyxy=(282,121,414,913)
article-subhead: A DANGEROUS SPOT. xyxy=(571,69,671,80)
article-body: Writes our Tariki correspondent under Saturday's date:—A very painful sensation was caused here by the sad news of the bathing fatality at Fitzroy. The late Mr. W. H. Fenwick, who was a member of a family well known in this locality, was highly respected throughout the district. Deep sympathy is felt for the widow, a daughter of Mr. G. Thorpe, and to whom his untimely death is a great loss. The funeral took place yesterday afternoon, the remains being followed to their last resting place by a very large number of friends who had come from all parts of the district. xyxy=(556,683,686,856)
turuku-sports-notice xyxy=(962,360,1110,1530)
column-2 xyxy=(282,34,414,1530)
programme-item: 22. STEPPING THE CHAIN.—First prize 25s. Post entry 1s. xyxy=(826,1123,954,1144)
programme-item: 3. MAIDEN HANDICAP CHOP, 12in block; nom. 2s, acc. 1s. xyxy=(692,654,808,675)
article-title: TO DO OTHERS GOOD. xyxy=(568,866,674,877)
masthead: THE TARANAKI DAILY NEWS, MONDAY, FEBRUARY 16, 1914. xyxy=(0,0,1114,32)
programme-item: 3.—100yds HANDICAP. Nom. 2s. First 40s, second 15s, third 5s. xyxy=(962,478,1101,499)
programme-item: 8.—HALF-MILE HANDICAP. Nom. 2s. First 50s, second 15s, third 5s. xyxy=(962,589,1105,611)
section-title: Sporting News xyxy=(298,36,397,52)
ad-subtitle: Men's Mercer and Outfitter, INGLEWOOD. xyxy=(988,1337,1084,1358)
ad-headline: for a Few Shillings. xyxy=(14,1324,169,1344)
score-row: Wilson c Hughes 8 xyxy=(420,1018,550,1029)
hb-logo xyxy=(834,42,956,109)
programme-item: 17. 440yds OPEN HANDICAP.—First prize 30s, second 10s. Nom. 2s, acc. 1s. xyxy=(826,991,953,1022)
ad-headline: You can Smarten up the Home xyxy=(14,1304,260,1323)
secretary-name: W. GIBBONS, xyxy=(768,1238,820,1249)
sale-price-list xyxy=(828,120,1104,313)
column-3 xyxy=(420,34,550,1857)
column-rule xyxy=(689,34,690,1530)
ad-subtitle: THAT ARE WORTH BUYING. xyxy=(64,807,216,820)
starch-note: Ask for the 1lb Fancy Boxes. xyxy=(579,1154,663,1163)
article-body: The new programme screened at the Empire Picture Palace on Saturday night is one of unique attraction if only from the fact that the principal feature is a "Bison" masterpiece entitled "The Destruction of Souls." This remarkable film is one of the most mysterious stories from a high class Western stock studio, and the scenes are set in the region of the Western prairie. Another picture of more than ordinary interest is that showing the details of the splendid work accomplished by the Pathe news company. These pictures, with a strong supporting programme, will be shown again to-night. xyxy=(692,334,820,507)
hb-logo-sub: CLOTHING FACTORY xyxy=(858,96,932,105)
sale-item: 3/11 MEN'S SUMMER FANCY VESTS, cool and comfortable. Great value. xyxy=(828,244,1089,265)
ad-agent: Agent, New Plymouth. xyxy=(177,1271,228,1295)
programme-item: 2. ONE MILE BICYCLE HANDICAP.—First prize 40s, second 10s. Nom. 1/6, acc. 1/-. xyxy=(826,524,958,556)
article-title: BATHING FATALITY. xyxy=(568,38,674,49)
programme-item: 10.—HUMAN WHEELBARROW RACE (Blindfold). Post entry 1s. First 10s. xyxy=(962,630,1109,651)
